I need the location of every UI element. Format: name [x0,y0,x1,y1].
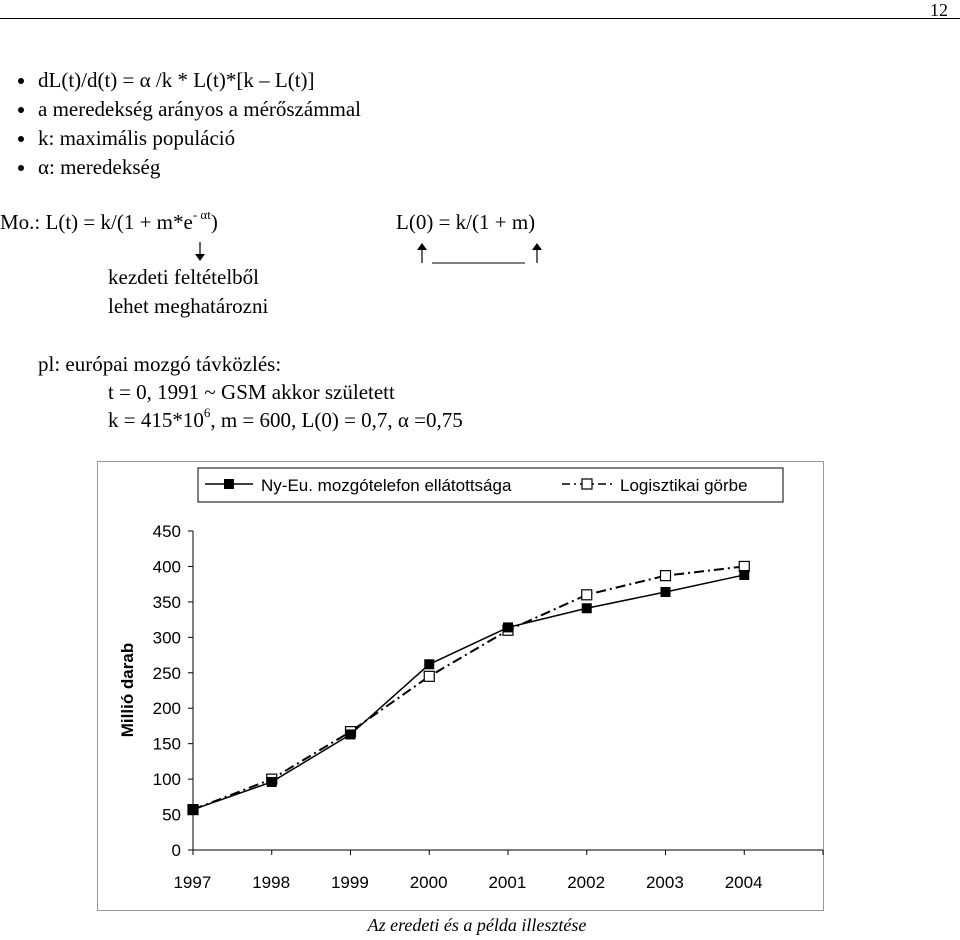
chart-caption-text: Az eredeti és a példa illesztése [367,915,587,935]
point-actual [739,570,749,580]
bullet-item: a meredekség arányos a mérőszámmal [18,95,361,124]
example-params-exponent: 6 [203,405,211,420]
x-tick-label: 1997 [173,873,212,892]
point-actual [424,659,434,669]
x-tick-label: 1999 [330,873,369,892]
model-formula-suffix: ) [210,210,218,234]
x-tick-label: 2002 [567,873,606,892]
y-tick-label: 250 [152,663,181,683]
y-tick-label: 200 [152,699,181,719]
chart-caption [0,915,960,936]
initial-condition: L(0) = k/(1 + m) [396,210,536,234]
legend-marker-actual [224,479,234,489]
y-tick-label: 450 [152,522,181,541]
point-actual [661,587,671,597]
y-tick-label: 150 [152,734,181,754]
point-logistic [424,671,434,681]
y-tick-label: 300 [152,628,181,648]
y-tick-label: 50 [162,805,181,825]
note-line: kezdeti feltételből [108,265,260,289]
x-tick-label: 2000 [409,873,448,892]
x-tick-label: 2003 [645,873,684,892]
point-actual [503,622,513,632]
x-tick-label: 2004 [724,873,763,892]
model-formula-exponent: - αt [192,207,211,222]
legend-marker-logistic [582,479,592,489]
y-tick-label: 100 [152,770,181,790]
bullet-item: k: maximális populáció [18,124,361,153]
point-actual [582,603,592,613]
point-actual [188,805,198,815]
example-params-prefix: k = 415*10 [108,408,204,432]
x-tick-label: 2001 [488,873,527,892]
example-line: pl: európai mozgó távközlés: [38,352,282,376]
point-logistic [582,590,592,600]
y-tick-label: 0 [171,841,181,860]
series-line-logistic [193,566,744,809]
example-line: t = 0, 1991 ~ GSM akkor született [108,380,395,404]
model-formula-prefix: Mo.: L(t) = k/(1 + m*e [0,210,193,234]
y-tick-label: 350 [152,592,181,612]
point-actual [346,729,356,739]
legend-label-actual: Ny-Eu. mozgótelefon ellátottsága [261,476,512,495]
note-line: lehet meghatározni [108,294,269,318]
example-params-suffix: , m = 600, L(0) = 0,7, α =0,75 [210,408,463,432]
bullet-item: dL(t)/d(t) = α /k * L(t)*[k – L(t)] [18,66,361,95]
point-logistic [739,561,749,571]
page-number: 12 [930,0,948,20]
point-actual [267,777,277,787]
y-axis-label: Millió darab [118,642,137,738]
legend-label-logistic: Logisztikai görbe [620,476,748,495]
y-tick-label: 400 [152,557,181,577]
bullet-item: α: meredekség [18,153,361,182]
x-tick-label: 1998 [252,873,291,892]
point-logistic [661,571,671,581]
